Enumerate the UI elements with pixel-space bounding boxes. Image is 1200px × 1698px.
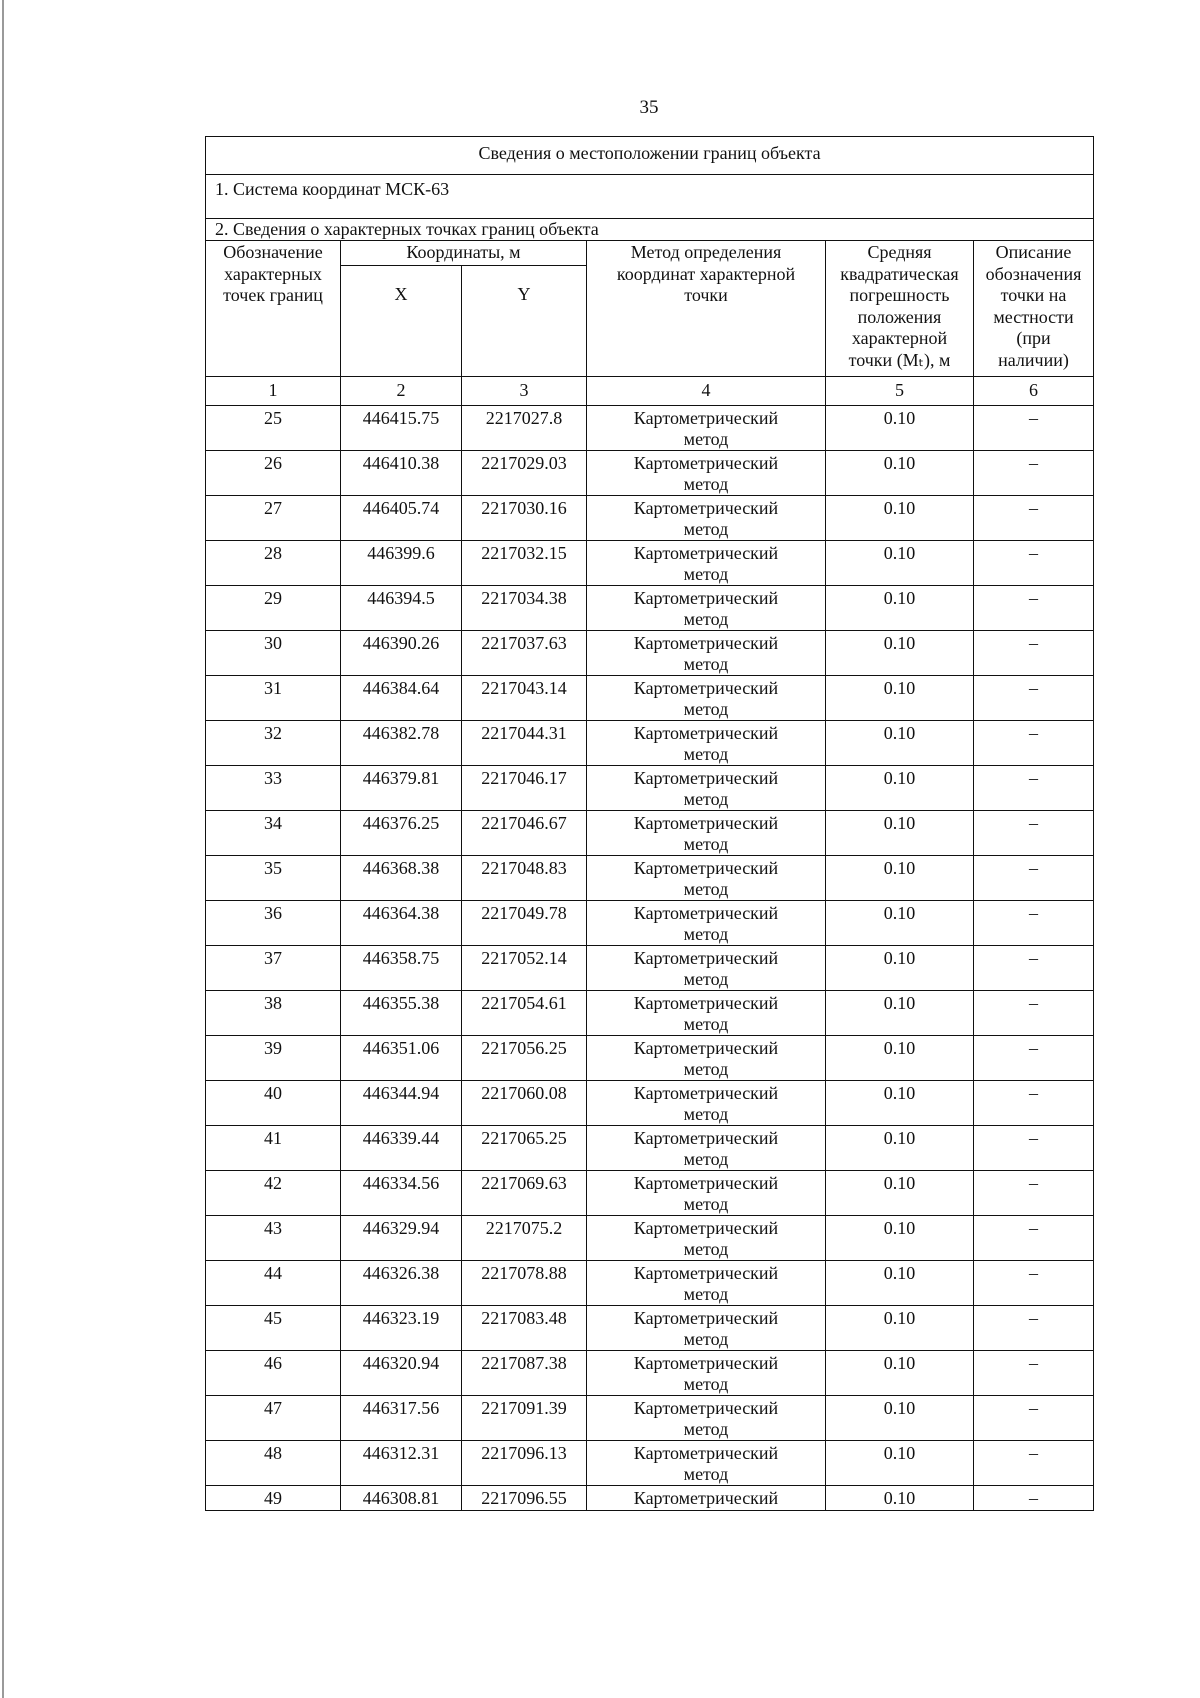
point-cell: 37 (206, 946, 341, 991)
description-cell: – (974, 1486, 1094, 1511)
header-description (974, 241, 1094, 377)
table-row (206, 1396, 1094, 1441)
method-line: Картометрический (633, 1173, 779, 1193)
method-line: Картометрический (633, 453, 779, 473)
y-coordinate-cell: 2217030.16 (462, 496, 587, 541)
method-cell (587, 1351, 826, 1396)
method-line: Картометрический (633, 723, 779, 743)
y-coordinate-cell: 2217048.83 (462, 856, 587, 901)
point-cell: 38 (206, 991, 341, 1036)
method-cell (587, 586, 826, 631)
column-number: 2 (341, 377, 462, 406)
precision-cell: 0.10 (826, 496, 974, 541)
method-cell (587, 406, 826, 451)
column-number: 6 (974, 377, 1094, 406)
column-number: 4 (587, 377, 826, 406)
method-line: метод (683, 1104, 729, 1124)
y-coordinate-cell: 2217046.67 (462, 811, 587, 856)
precision-cell: 0.10 (826, 1036, 974, 1081)
point-cell: 44 (206, 1261, 341, 1306)
point-cell: 29 (206, 586, 341, 631)
x-coordinate-cell: 446382.78 (341, 721, 462, 766)
method-line: метод (683, 429, 729, 449)
table-row (206, 811, 1094, 856)
point-cell: 39 (206, 1036, 341, 1081)
header-line: Описание (995, 242, 1072, 262)
method-line: метод (683, 879, 729, 899)
x-coordinate-cell: 446410.38 (341, 451, 462, 496)
point-cell: 27 (206, 496, 341, 541)
point-cell: 40 (206, 1081, 341, 1126)
header-line: погрешность (849, 285, 950, 305)
point-cell: 34 (206, 811, 341, 856)
header-point (206, 241, 341, 377)
description-cell: – (974, 541, 1094, 586)
method-line: метод (683, 519, 729, 539)
method-line: Картометрический (633, 498, 779, 518)
x-coordinate-cell: 446351.06 (341, 1036, 462, 1081)
point-cell: 46 (206, 1351, 341, 1396)
method-line: метод (683, 1194, 729, 1214)
description-cell: – (974, 1351, 1094, 1396)
y-coordinate-cell: 2217083.48 (462, 1306, 587, 1351)
x-coordinate-cell: 446355.38 (341, 991, 462, 1036)
x-coordinate-cell: 446415.75 (341, 406, 462, 451)
point-cell: 48 (206, 1441, 341, 1486)
x-coordinate-cell: 446405.74 (341, 496, 462, 541)
precision-cell: 0.10 (826, 1171, 974, 1216)
point-cell: 32 (206, 721, 341, 766)
table-row (206, 541, 1094, 586)
method-cell (587, 1081, 826, 1126)
description-cell: – (974, 1171, 1094, 1216)
x-coordinate-cell: 446308.81 (341, 1486, 462, 1511)
point-cell: 45 (206, 1306, 341, 1351)
header-method (587, 241, 826, 377)
method-cell (587, 1036, 826, 1081)
method-cell (587, 811, 826, 856)
method-cell (587, 631, 826, 676)
description-cell: – (974, 856, 1094, 901)
method-line: метод (683, 789, 729, 809)
table-row (206, 676, 1094, 721)
method-line: Картометрический (633, 1398, 779, 1418)
point-cell: 31 (206, 676, 341, 721)
method-line: метод (683, 1239, 729, 1259)
method-line: метод (683, 834, 729, 854)
method-line: Картометрический (633, 903, 779, 923)
method-line: метод (683, 1014, 729, 1034)
description-cell: – (974, 1396, 1094, 1441)
method-line: метод (683, 744, 729, 764)
column-number: 5 (826, 377, 974, 406)
method-cell (587, 1306, 826, 1351)
header-line: положения (857, 306, 942, 327)
x-coordinate-cell: 446384.64 (341, 676, 462, 721)
y-coordinate-cell: 2217049.78 (462, 901, 587, 946)
description-cell: – (974, 1216, 1094, 1261)
precision-cell: 0.10 (826, 676, 974, 721)
precision-cell: 0.10 (826, 1081, 974, 1126)
header-line: местности (993, 306, 1074, 327)
method-cell (587, 721, 826, 766)
table-row (206, 1351, 1094, 1396)
header-line: точек границ (223, 285, 323, 305)
method-line: метод (683, 1149, 729, 1169)
description-cell: – (974, 811, 1094, 856)
precision-cell: 0.10 (826, 991, 974, 1036)
method-line: метод (683, 969, 729, 989)
y-coordinate-cell: 2217034.38 (462, 586, 587, 631)
precision-cell: 0.10 (826, 1396, 974, 1441)
method-cell (587, 856, 826, 901)
table-row (206, 1441, 1094, 1486)
header-line: (при (1016, 328, 1051, 348)
precision-cell: 0.10 (826, 451, 974, 496)
header-line: характерной (851, 328, 948, 348)
x-coordinate-cell: 446376.25 (341, 811, 462, 856)
column-number: 3 (462, 377, 587, 406)
method-cell (587, 991, 826, 1036)
y-coordinate-cell: 2217065.25 (462, 1126, 587, 1171)
x-coordinate-cell: 446358.75 (341, 946, 462, 991)
description-cell: – (974, 901, 1094, 946)
table-row (206, 586, 1094, 631)
table-row (206, 856, 1094, 901)
table-row (206, 1036, 1094, 1081)
method-line: Картометрический (633, 1488, 779, 1508)
point-cell: 43 (206, 1216, 341, 1261)
table-row (206, 1216, 1094, 1261)
description-cell: – (974, 1261, 1094, 1306)
precision-cell: 0.10 (826, 1351, 974, 1396)
precision-cell: 0.10 (826, 1486, 974, 1511)
header-coordinates: Координаты, м (341, 241, 587, 266)
table-row (206, 1486, 1094, 1511)
description-cell: – (974, 946, 1094, 991)
method-line: Картометрический (633, 1038, 779, 1058)
method-cell (587, 1441, 826, 1486)
y-coordinate-cell: 2217078.88 (462, 1261, 587, 1306)
method-line: метод (683, 699, 729, 719)
description-cell: – (974, 1081, 1094, 1126)
precision-cell: 0.10 (826, 811, 974, 856)
method-line: метод (683, 1329, 729, 1349)
method-line: Картометрический (633, 408, 779, 428)
title-row (206, 137, 1094, 175)
precision-cell: 0.10 (826, 721, 974, 766)
point-cell: 49 (206, 1486, 341, 1511)
page-number: 35 (639, 97, 659, 118)
precision-cell: 0.10 (826, 1306, 974, 1351)
y-coordinate-cell: 2217029.03 (462, 451, 587, 496)
header-line: обозначения (985, 263, 1082, 284)
column-number: 1 (206, 377, 341, 406)
y-coordinate-cell: 2217037.63 (462, 631, 587, 676)
point-cell: 26 (206, 451, 341, 496)
method-line: метод (683, 474, 729, 494)
y-coordinate-cell: 2217060.08 (462, 1081, 587, 1126)
precision-cell: 0.10 (826, 901, 974, 946)
precision-cell: 0.10 (826, 631, 974, 676)
x-coordinate-cell: 446390.26 (341, 631, 462, 676)
header-precision (826, 241, 974, 377)
method-line: метод (683, 924, 729, 944)
x-coordinate-cell: 446399.6 (341, 541, 462, 586)
method-line: Картометрический (633, 1128, 779, 1148)
precision-cell: 0.10 (826, 766, 974, 811)
method-cell (587, 946, 826, 991)
description-cell: – (974, 1441, 1094, 1486)
method-line: метод (683, 1284, 729, 1304)
table-row (206, 406, 1094, 451)
point-cell: 25 (206, 406, 341, 451)
x-coordinate-cell: 446364.38 (341, 901, 462, 946)
method-cell (587, 1486, 826, 1511)
method-line: метод (683, 1059, 729, 1079)
point-cell: 36 (206, 901, 341, 946)
method-line: Картометрический (633, 768, 779, 788)
description-cell: – (974, 766, 1094, 811)
method-cell (587, 1171, 826, 1216)
description-cell: – (974, 496, 1094, 541)
x-coordinate-cell: 446339.44 (341, 1126, 462, 1171)
section-title-row (206, 219, 1094, 241)
x-coordinate-cell: 446320.94 (341, 1351, 462, 1396)
x-coordinate-cell: 446379.81 (341, 766, 462, 811)
method-cell (587, 901, 826, 946)
method-cell (587, 676, 826, 721)
y-coordinate-cell: 2217087.38 (462, 1351, 587, 1396)
header-line: точки (684, 285, 728, 305)
header-row (206, 241, 1094, 266)
method-line: Картометрический (633, 993, 779, 1013)
method-line: Картометрический (633, 1263, 779, 1283)
precision-cell: 0.10 (826, 1216, 974, 1261)
description-cell: – (974, 406, 1094, 451)
y-coordinate-cell: 2217043.14 (462, 676, 587, 721)
description-cell: – (974, 586, 1094, 631)
point-cell: 33 (206, 766, 341, 811)
table-row (206, 1171, 1094, 1216)
y-coordinate-cell: 2217054.61 (462, 991, 587, 1036)
header-line: точки (Mₜ), м (848, 349, 951, 370)
method-cell (587, 1396, 826, 1441)
x-coordinate-cell: 446317.56 (341, 1396, 462, 1441)
precision-cell: 0.10 (826, 946, 974, 991)
section-title: 2. Сведения о характерных точках границ объекта (206, 219, 1094, 241)
method-line: Картометрический (633, 1308, 779, 1328)
description-cell: – (974, 631, 1094, 676)
method-cell (587, 1216, 826, 1261)
table-row (206, 1081, 1094, 1126)
header-line: наличии) (998, 349, 1069, 370)
method-line: Картометрический (633, 1443, 779, 1463)
header-y: Y (462, 266, 587, 377)
method-cell (587, 541, 826, 586)
method-line: метод (683, 1419, 729, 1439)
method-cell (587, 496, 826, 541)
header-line: квадратическая (840, 263, 959, 284)
point-cell: 35 (206, 856, 341, 901)
description-cell: – (974, 991, 1094, 1036)
table-row (206, 1261, 1094, 1306)
precision-cell: 0.10 (826, 406, 974, 451)
method-cell (587, 1126, 826, 1171)
x-coordinate-cell: 446312.31 (341, 1441, 462, 1486)
header-line: Метод определения (630, 242, 782, 262)
description-cell: – (974, 1306, 1094, 1351)
method-line: Картометрический (633, 543, 779, 563)
table-title: Сведения о местоположении границ объекта (206, 137, 1094, 175)
y-coordinate-cell: 2217032.15 (462, 541, 587, 586)
point-cell: 42 (206, 1171, 341, 1216)
method-line: Картометрический (633, 858, 779, 878)
method-line: метод (683, 654, 729, 674)
y-coordinate-cell: 2217096.55 (462, 1486, 587, 1511)
header-x: X (341, 266, 462, 377)
x-coordinate-cell: 446394.5 (341, 586, 462, 631)
description-cell: – (974, 451, 1094, 496)
header-line: характерных (224, 263, 322, 284)
y-coordinate-cell: 2217096.13 (462, 1441, 587, 1486)
x-coordinate-cell: 446323.19 (341, 1306, 462, 1351)
point-cell: 28 (206, 541, 341, 586)
description-cell: – (974, 1126, 1094, 1171)
header-line: координат характерной (616, 263, 796, 284)
precision-cell: 0.10 (826, 541, 974, 586)
method-line: метод (683, 564, 729, 584)
scan-edge-line (2, 0, 4, 1698)
method-cell (587, 766, 826, 811)
precision-cell: 0.10 (826, 1126, 974, 1171)
method-cell (587, 1261, 826, 1306)
y-coordinate-cell: 2217075.2 (462, 1216, 587, 1261)
header-line: точки на (1000, 285, 1067, 305)
precision-cell: 0.10 (826, 856, 974, 901)
method-line: Картометрический (633, 588, 779, 608)
table-row (206, 946, 1094, 991)
method-cell (587, 451, 826, 496)
description-cell: – (974, 1036, 1094, 1081)
x-coordinate-cell: 446326.38 (341, 1261, 462, 1306)
table-row (206, 1306, 1094, 1351)
x-coordinate-cell: 446344.94 (341, 1081, 462, 1126)
y-coordinate-cell: 2217091.39 (462, 1396, 587, 1441)
method-line: Картометрический (633, 813, 779, 833)
table-row (206, 766, 1094, 811)
precision-cell: 0.10 (826, 1441, 974, 1486)
table-row (206, 1126, 1094, 1171)
x-coordinate-cell: 446368.38 (341, 856, 462, 901)
table-row (206, 451, 1094, 496)
table-row (206, 721, 1094, 766)
header-line: Обозначение (223, 242, 323, 262)
method-line: Картометрический (633, 948, 779, 968)
method-line: метод (683, 1464, 729, 1484)
column-numbers-row (206, 377, 1094, 406)
method-line: метод (683, 609, 729, 629)
precision-cell: 0.10 (826, 1261, 974, 1306)
point-cell: 30 (206, 631, 341, 676)
header-line: Средняя (867, 242, 932, 262)
y-coordinate-cell: 2217044.31 (462, 721, 587, 766)
point-cell: 47 (206, 1396, 341, 1441)
y-coordinate-cell: 2217046.17 (462, 766, 587, 811)
coordinate-system-row (206, 175, 1094, 219)
table-row (206, 496, 1094, 541)
y-coordinate-cell: 2217027.8 (462, 406, 587, 451)
y-coordinate-cell: 2217052.14 (462, 946, 587, 991)
y-coordinate-cell: 2217056.25 (462, 1036, 587, 1081)
description-cell: – (974, 721, 1094, 766)
method-line: Картометрический (633, 633, 779, 653)
method-line: Картометрический (633, 678, 779, 698)
boundary-table (205, 136, 1094, 1511)
point-cell: 41 (206, 1126, 341, 1171)
table-row (206, 901, 1094, 946)
method-line: Картометрический (633, 1218, 779, 1238)
x-coordinate-cell: 446329.94 (341, 1216, 462, 1261)
description-cell: – (974, 676, 1094, 721)
y-coordinate-cell: 2217069.63 (462, 1171, 587, 1216)
table-row (206, 991, 1094, 1036)
coordinate-system: 1. Система координат МСК-63 (206, 175, 1094, 219)
table-row (206, 631, 1094, 676)
method-line: метод (683, 1374, 729, 1394)
method-line: Картометрический (633, 1083, 779, 1103)
precision-cell: 0.10 (826, 586, 974, 631)
x-coordinate-cell: 446334.56 (341, 1171, 462, 1216)
method-line: Картометрический (633, 1353, 779, 1373)
